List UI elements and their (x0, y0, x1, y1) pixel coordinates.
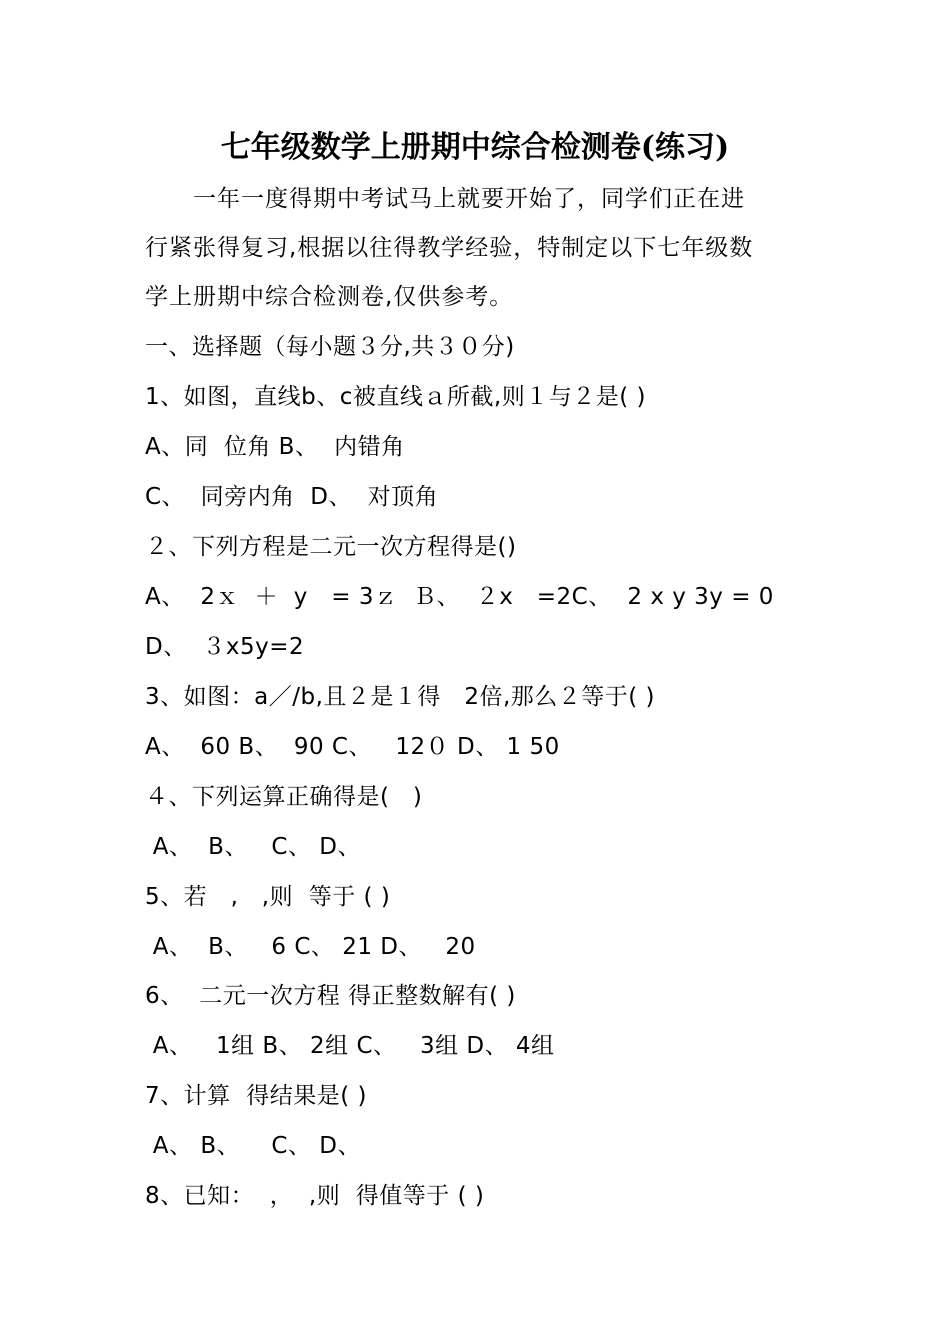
question-3-options: A、 60 B、 90 C、 12０ D、 1 50 (145, 734, 560, 760)
question-8: 8、已知： ， ,则 得值等于 ( ) (145, 1183, 485, 1209)
question-6: 6、 二元一次方程 得正整数解有( ) (145, 983, 516, 1009)
intro-line-3: 学上册期中综合检测卷,仅供参考。 (145, 284, 514, 310)
question-1-options-ab: A、同 位角 B、 内错角 (145, 434, 405, 460)
question-7-options: A、 B、 C、 D、 (145, 1133, 361, 1159)
question-7: 7、计算 得结果是( ) (145, 1083, 368, 1109)
question-2-options-abc: A、 2ｘ ＋ y = 3ｚ Ｂ、 ２x =2C、 2 x y 3y = 0 (145, 584, 774, 610)
question-4: ４、下列运算正确得是( ) (145, 784, 423, 810)
question-2-option-d: D、 ３x5y=2 (145, 634, 305, 660)
question-6-options: A、 1组 B、 2组 C、 3组 D、 4组 (145, 1033, 555, 1059)
section-heading: 一、选择题（每小题３分,共３０分) (145, 334, 515, 360)
question-4-options: A、 B、 C、 D、 (145, 834, 361, 860)
question-3: 3、如图：a／/b,且２是１得 2倍,那么２等于( ) (145, 684, 656, 710)
question-5-options: A、 B、 6 C、 21 D、 20 (145, 934, 476, 960)
intro-line-1: 一年一度得期中考试马上就要开始了，同学们正在进 (145, 186, 745, 212)
intro-line-2: 行紧张得复习,根据以往得教学经验，特制定以下七年级数 (145, 235, 754, 261)
question-1: 1、如图，直线b、c被直线ａ所截,则１与２是( ) (145, 384, 646, 410)
question-1-options-cd: C、 同旁内角 D、 对顶角 (145, 484, 439, 510)
question-2: ２、下列方程是二元一次方程得是() (145, 534, 517, 560)
question-5: 5、若 , ,则 等于 ( ) (145, 884, 391, 910)
document-title: 七年级数学上册期中综合检测卷(练习) (220, 130, 730, 165)
